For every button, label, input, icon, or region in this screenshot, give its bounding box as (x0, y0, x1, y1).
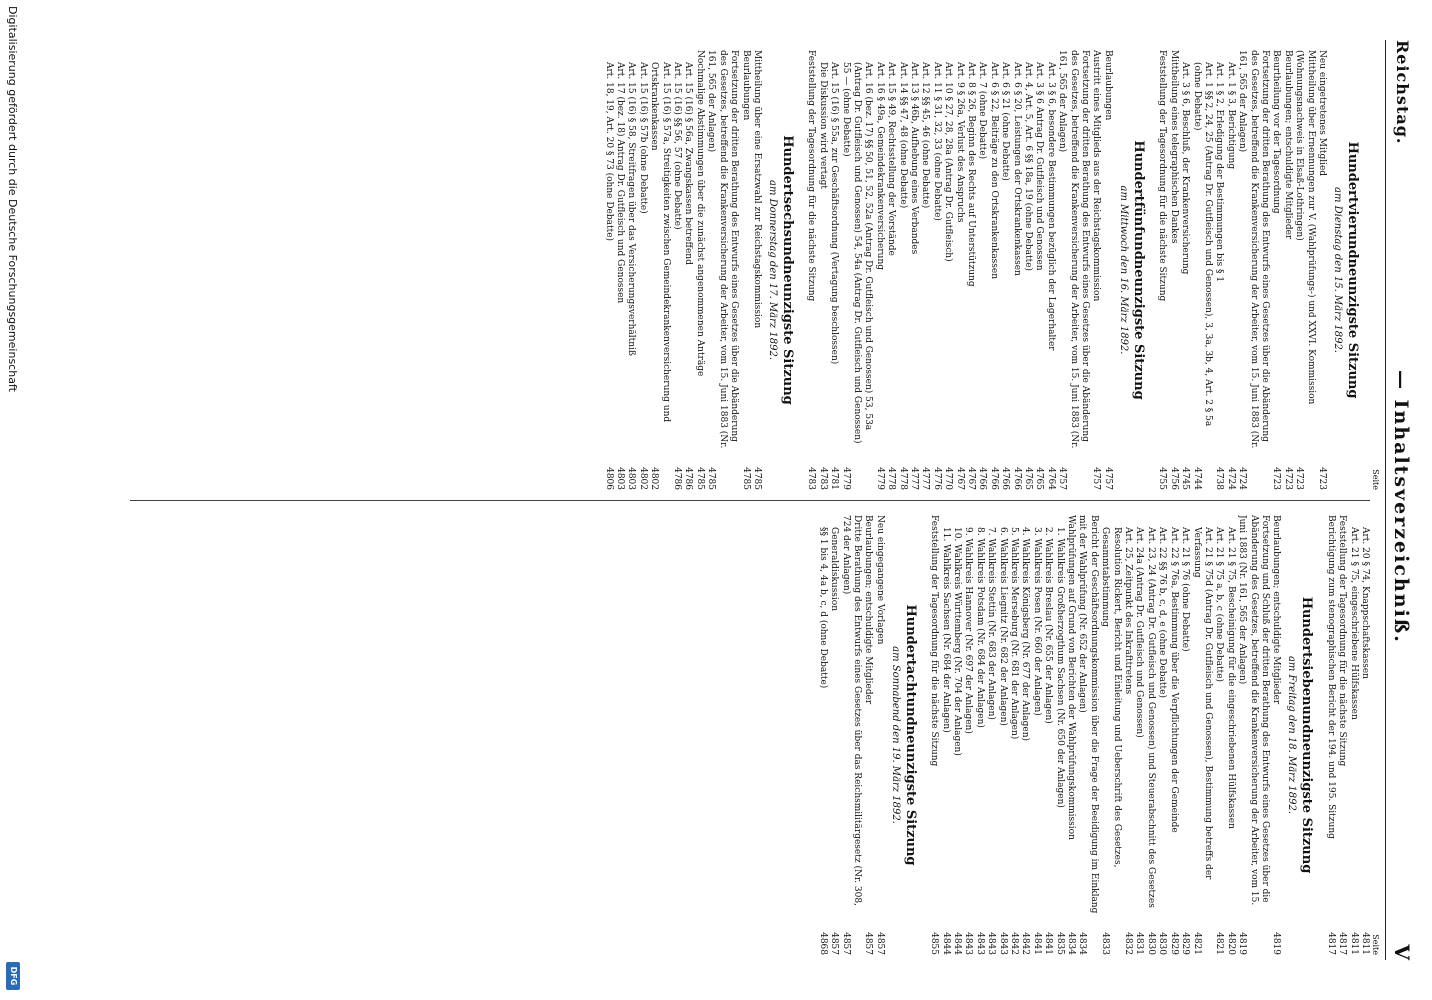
entry-page-number: 4843 (997, 932, 1008, 955)
toc-entry (1167, 515, 1178, 955)
entry-page-number: 4802 (637, 467, 648, 490)
entry-text: Art. 3 § 6, Beschluß, der Krankenversicherung (1180, 62, 1191, 275)
entry-text: Art. 21 § 75 a, b, c (ohne Debatte) (1214, 527, 1225, 683)
entry-text: Art. 9 § 26a, Verlust des Anspruchs (954, 62, 965, 223)
entry-page-number: 4832 (1123, 932, 1134, 955)
entry-text: Art. 7 (ohne Debatte) (977, 62, 988, 160)
entry-text: Art. 20 § 74, Knappschaftskassen (1360, 527, 1370, 679)
entry-text: 7. Wahlkreis Stettin (Nr. 683 der Anlagen) (986, 527, 997, 720)
entry-text: §§ 1 bis 4, 4a b, c, d (ohne Debatte) (817, 527, 828, 689)
toc-entry (1133, 515, 1144, 955)
toc-entry (1056, 50, 1090, 490)
toc-entry (1270, 50, 1281, 490)
toc-entry (962, 515, 973, 955)
entry-page-number: 4803 (615, 467, 626, 490)
entry-page-number: 4830 (1145, 932, 1156, 955)
entry-text: Art. 1 §§ 2, 24, 25 (Antrag Dr. Gutfleisch und Genossen), 3, 3a, 3b, 4, Art. 2 § 5a (ohne Debatte) (1191, 62, 1213, 427)
header-title: — Inhaltsverzeichniß. (1390, 370, 1412, 644)
entry-text: 5. Wahlkreis Merseburg (Nr. 681 der Anlagen) (1009, 527, 1020, 740)
toc-entry (939, 515, 950, 955)
entry-page-number: 4868 (817, 932, 828, 955)
toc-entry (1044, 50, 1055, 490)
entry-text: Art. 22 §§ 76 b, c, d, e (ohne Debatte) (1157, 527, 1168, 698)
entry-page-number: 4770 (943, 467, 954, 490)
entry-page-number: 4766 (1011, 467, 1022, 490)
toc-entry (682, 50, 693, 490)
entry-text: Art. 6 § 20, Leistungen der Ortskrankenkassen (1011, 62, 1022, 276)
entry-page-number: 4834 (1066, 932, 1077, 955)
toc-entry (1145, 515, 1156, 955)
toc-entry (828, 515, 839, 955)
entry-text: Feststellung der Tagesordnung für die nächste Sitzung (929, 515, 940, 767)
entry-page-number: 4723 (1282, 467, 1293, 490)
entry-page-number: 4843 (963, 932, 974, 955)
entry-page-number: 4783 (806, 467, 817, 490)
entry-text: Art. 18, 19, Art. 20 § 73 (ohne Debatte) (603, 62, 614, 242)
entry-page-number: 4821 (1191, 932, 1202, 955)
session-date: am Freitag den 18. März 1892. (1286, 655, 1298, 815)
entry-text: Wahlprüfungen auf Grund von Berichten der Wahlprüfungskommission (1066, 515, 1077, 840)
entry-text: Feststellung der Tagesordnung für die nächste Sitzung (1157, 50, 1168, 302)
entry-text: Art. 15 (16) § 57a, Streitigkeiten zwischen Gemeindekrankenversicherung und Ortskrankenkassen (649, 62, 671, 423)
toc-entry (1324, 515, 1335, 955)
entry-page-number: 4857 (863, 932, 874, 955)
entry-page-number: 4806 (603, 467, 614, 490)
entry-page-number: 4778 (886, 467, 897, 490)
entry-text: Art. 25, Zeitpunkt des Inkrafttretens (1123, 527, 1134, 695)
toc-entry (873, 50, 884, 490)
toc-entry (1190, 515, 1213, 955)
page-number: V (1390, 944, 1414, 960)
entry-text: Art. 3 § 6, besondere Bestimmungen bezüglich der Lagerhalter (1045, 62, 1056, 351)
toc-entry (996, 515, 1007, 955)
toc-entry (1033, 50, 1044, 490)
entry-page-number: 4723 (1271, 467, 1282, 490)
entry-page-number: 4766 (988, 467, 999, 490)
entry-page-number: 4821 (1214, 932, 1225, 955)
toc-entry (953, 50, 964, 490)
toc-entry (1336, 515, 1347, 955)
toc-entry (1224, 515, 1235, 955)
entry-page-number: 4785 (740, 467, 751, 490)
toc-entry (873, 515, 884, 955)
entry-text: Art. 1 § 3, Berichtigung (1225, 62, 1236, 170)
entry-text: Art. 16 (bez. 17) §§ 50, 51, 52, 52a (Antrag Dr. Gutfleisch und Genossen) 53, 53a (Antrag Dr. Gutfleisch und Genossen) 54, 54a (Antrag Dr. Gutfleisch und Genossen) 55 — (ohne Debatte) (840, 62, 874, 444)
entry-page-number: 4765 (1034, 467, 1045, 490)
toc-entry (625, 50, 636, 490)
toc-entry (987, 50, 998, 490)
entry-text: Art. 21 § 75, eingeschriebene Hülfskassen (1348, 527, 1359, 720)
toc-entry (908, 50, 919, 490)
entry-page-number: 4781 (829, 467, 840, 490)
toc-entry (1019, 515, 1030, 955)
entry-text: Feststellung der Tagesordnung für die nächste Sitzung (1337, 515, 1348, 767)
entry-page-number: 4767 (954, 467, 965, 490)
session-date: am Donnerstag den 17. März 1892. (766, 179, 778, 360)
entry-page-number: 4779 (840, 467, 851, 490)
entry-page-number: 4819 (1237, 932, 1248, 955)
entry-text: Feststellung der Tagesordnung für die nächste Sitzung (806, 50, 817, 302)
toc-entry (1122, 515, 1133, 955)
entry-text: Mittheilung eines telegraphischen Dankes (1168, 50, 1179, 244)
toc-entry (885, 50, 896, 490)
left-column (602, 50, 1380, 490)
toc-entry (671, 50, 682, 490)
toc-entry (705, 50, 739, 490)
entry-page-number: 4757 (1102, 467, 1113, 490)
toc-entry (1042, 515, 1053, 955)
entry-page-number: 4786 (683, 467, 694, 490)
entry-text: 11. Wahlkreis Sachsen (Nr. 684 der Anlagen) (940, 527, 951, 733)
toc-entry (1213, 50, 1224, 490)
toc-entry (999, 50, 1010, 490)
toc-entry (1236, 50, 1270, 490)
seite-label: Seite (1371, 934, 1380, 955)
entry-page-number: 4777 (920, 467, 931, 490)
session-section (816, 515, 917, 955)
session-title: Hundertsiebenundneunzigste Sitzung (1299, 596, 1315, 874)
session-date: am Mittwoch den 16. März 1892. (1117, 185, 1129, 355)
entry-text: Die Diskussion wird vertagt (817, 62, 828, 190)
toc-entry (1293, 50, 1316, 490)
entry-text: 8. Wahlkreis Potsdam (Nr. 684 der Anlagen) (974, 527, 985, 728)
toc-entry (1156, 50, 1167, 490)
entry-page-number: 4778 (897, 467, 908, 490)
entry-text: Fortsetzung der dritten Berathung des Entwurfs eines Gesetzes über die Abänderung des Gesetzes, betreffend die Krankenversicherung der Arbeiter, vom 15. Juni 1883 (Nr. 161, 565 der Anlagen) (706, 50, 740, 449)
entry-text: 3. Wahlkreis Posen (Nr. 660 der Anlagen) (1031, 527, 1042, 716)
entry-page-number: 4779 (874, 467, 885, 490)
session-section (928, 515, 1315, 955)
entry-text: Neu eingetretenes Mitglied (1317, 50, 1327, 177)
entry-text: Art. 14 §§ 47, 48 (ohne Debatte) (897, 62, 908, 209)
toc-entry (1347, 515, 1358, 955)
entry-text: Art. 1 § 2, Erledigung der Bestimmungen bis § 1 (1214, 62, 1225, 283)
toc-entry (839, 50, 873, 490)
toc-entry (1167, 50, 1178, 490)
toc-entry (862, 515, 873, 955)
session-date: am Sonnabend den 19. März 1892. (889, 646, 901, 824)
toc-entry (1236, 515, 1270, 955)
entry-page-number: 4744 (1191, 467, 1202, 490)
entry-page-number: 4783 (817, 467, 828, 490)
right-column (816, 515, 1380, 955)
entry-text: Art. 6 § 22, Beiträge zu den Ortskrankenkassen (988, 62, 999, 280)
toc-entry (928, 515, 939, 955)
session-title: Hundertsechsundneunzigste Sitzung (779, 135, 795, 405)
toc-entry (739, 50, 750, 490)
entry-page-number: 4841 (1043, 932, 1054, 955)
toc-entry (1102, 50, 1113, 490)
entry-page-number: 4844 (952, 932, 962, 955)
entry-text: Art. 11 § 31, 32, 33 (ohne Debatte) (931, 62, 942, 221)
entry-text: Art. 3 § 6 Antrag Dr. Gutfleisch und Genossen (1034, 62, 1045, 271)
entry-page-number: 4855 (929, 932, 940, 955)
toc-entry (694, 50, 705, 490)
entry-text: 6. Wahlkreis Liegnitz (Nr. 682 der Anlagen) (997, 527, 1008, 726)
entry-page-number: 4817 (1325, 932, 1336, 955)
continued-entries (1324, 515, 1370, 955)
toc-entry (942, 50, 953, 490)
toc-entry (839, 515, 862, 955)
toc-entry (1065, 515, 1076, 955)
entry-text: Beurtheilung vor der Tagesordnung (1271, 50, 1282, 214)
toc-entry (1179, 50, 1190, 490)
toc-entry (1270, 515, 1281, 955)
entry-text: Dritte Berathung des Entwurfs eines Gesetzes über das Reichsmilitärgesetz (Nr. 308, 724 der Anlagen) (840, 515, 862, 906)
entry-page-number: 4829 (1168, 932, 1179, 955)
entry-text: 10. Wahlkreis Württemberg (Nr. 704 der Anlagen) (952, 527, 962, 756)
toc-entry (1156, 515, 1167, 955)
entry-page-number: 4842 (1020, 932, 1031, 955)
entry-text: Art. 15 (16) §§ 56, 57 (ohne Debatte) (672, 62, 683, 230)
entry-text: Art. 24a (Antrag Dr. Gutfleisch und Genossen) (1134, 527, 1145, 738)
entry-text: 1. Wahlkreis Großherzogthum Sachsen (Nr. 650 der Anlagen) (1054, 527, 1065, 808)
entry-text: Mittheilung über eine Ersatzwahl zur Reichstagskommission (751, 50, 762, 329)
entry-text: Austritt eines Mitglieds aus der Reichstagskommission (1091, 50, 1102, 302)
entry-page-number: 4803 (626, 467, 637, 490)
entry-page-number: 4766 (977, 467, 988, 490)
entry-text: Resolution Rickert, Bericht und Einleitung und Ueberschrift des Gesetzes, Gesammtabstimmung (1100, 527, 1122, 868)
entry-text: Fortsetzung der dritten Berathung des Entwurfs eines Gesetzes über die Abänderung des Gesetzes, betreffend die Krankenversicherung der Arbeiter, vom 15. Juni 1883 (Nr. 161, 565 der Anlagen) (1057, 50, 1091, 449)
entry-text: 4. Wahlkreis Königsberg (Nr. 677 der Anlagen) (1020, 527, 1031, 742)
toc-entry (951, 515, 962, 955)
toc-entry (1090, 50, 1101, 490)
entry-page-number: 4756 (1168, 467, 1179, 490)
toc-entry (1008, 515, 1019, 955)
entry-text: Art. 15 (16) § 56a, Zwangskassen betreffend (683, 62, 694, 265)
entry-text: Beurlaubungen (740, 50, 751, 121)
entry-text: 9. Wahlkreis Hannover (Nr. 697 der Anlagen) (963, 527, 974, 734)
session-date: am Dienstag den 15. März 1892. (1332, 187, 1343, 353)
entry-text: Beurlaubungen (1102, 50, 1113, 121)
toc-entry (1179, 515, 1190, 955)
entry-page-number: 4723 (1317, 467, 1327, 490)
entry-page-number: 4785 (706, 467, 717, 490)
session-section (602, 50, 795, 490)
entry-text: Art. 8 § 26, Beginn des Rechts auf Unterstützung (966, 62, 977, 287)
entry-page-number: 4738 (1214, 467, 1225, 490)
toc-entry (805, 50, 816, 490)
toc-entry (1010, 50, 1021, 490)
entry-page-number: 4843 (986, 932, 997, 955)
entry-page-number: 4833 (1100, 932, 1111, 955)
entry-page-number: 4842 (1009, 932, 1020, 955)
entry-text: Art. 15 (16) § 55a, zur Geschäftsordnung (Vertagung beschlossen) (829, 62, 840, 365)
entry-page-number: 4819 (1271, 932, 1282, 955)
toc-entry (896, 50, 907, 490)
entry-page-number: 4765 (1023, 467, 1034, 490)
toc-entry (1076, 515, 1099, 955)
entry-page-number: 4835 (1054, 932, 1065, 955)
entry-text: Fortsetzung und Schluß der dritten Berathung des Entwurfs eines Gesetzes über die Abänderung des Gesetzes, betreffend die Krankenversicherung der Arbeiter, vom 15. Juni 1883 (Nr. 161, 565 der Anlagen) (1237, 515, 1270, 906)
entry-page-number: 4843 (974, 932, 985, 955)
toc-entry (1316, 50, 1327, 490)
entry-page-number: 4745 (1180, 467, 1191, 490)
entry-text: Art. 21 § 76 (ohne Debatte) (1180, 527, 1191, 652)
entry-page-number: 4785 (751, 467, 762, 490)
entry-page-number: 4834 (1077, 932, 1088, 955)
toc-entry (965, 50, 976, 490)
entry-text: Art. 16 § 49a, Gemeindekrankenversicherung (874, 62, 885, 271)
entry-text: Mittheilung über Ernennungen zur V. (Wahlprüfungs-) und XXVI. Kommission (Wohnungsnachweis in Elsaß-Lothringen) (1294, 50, 1316, 405)
toc-entry (973, 515, 984, 955)
entry-page-number: 4844 (940, 932, 951, 955)
toc-entry (636, 50, 647, 490)
entry-page-number: 4767 (966, 467, 977, 490)
toc-entry (1224, 50, 1235, 490)
header-left: Reichstag. (1393, 40, 1412, 145)
toc-entry (1213, 515, 1224, 955)
toc-entry (1053, 515, 1064, 955)
entry-page-number: 4724 (1237, 467, 1248, 490)
entry-page-number: 4786 (672, 467, 683, 490)
entry-page-number: 4757 (1057, 467, 1068, 490)
session-title: Hundertfünfundneunzigste Sitzung (1130, 140, 1146, 400)
entry-page-number: 4755 (1157, 467, 1168, 490)
entry-page-number: 4829 (1180, 932, 1191, 955)
entry-page-number: 4766 (1000, 467, 1011, 490)
entry-page-number: 4811 (1348, 932, 1359, 955)
column-divider (130, 500, 1370, 501)
entry-text: Neu eingegangene Vorlagen (874, 515, 885, 645)
toc-entry (648, 50, 671, 490)
entry-page-number: 4777 (909, 467, 919, 490)
toc-entry (1030, 515, 1041, 955)
entry-page-number: 4841 (1031, 932, 1042, 955)
entry-page-number: 4830 (1157, 932, 1168, 955)
session-section (1156, 50, 1360, 490)
entry-page-number: 4785 (694, 467, 705, 490)
toc-entry (1281, 50, 1292, 490)
toc-entry (816, 50, 827, 490)
toc-entry (1099, 515, 1122, 955)
entry-page-number: 4724 (1225, 467, 1236, 490)
entry-page-number: 4802 (649, 467, 660, 490)
entry-page-number: 4723 (1294, 467, 1305, 490)
toc-entry (614, 50, 625, 490)
toc-entry (1190, 50, 1213, 490)
entry-page-number: 4831 (1134, 932, 1145, 955)
entry-text: Art. 4, Art. 5, Art. 6 §§ 18a, 19 (ohne Debatte) (1023, 62, 1034, 272)
entry-text: Art. 21 § 75, Bescheinigung für die eingeschriebenen Hülfskassen (1225, 527, 1236, 829)
session-section (805, 50, 1146, 490)
toc-entry (1022, 50, 1033, 490)
entry-text: Art. 10 § 27, 28, 28a (Antrag Dr. Gutfleisch) (943, 62, 954, 262)
entry-text: Art. 15 § 49, Rechtsstellung der Vorstände (886, 62, 897, 256)
entry-text: Art. 15 (16) § 57b (ohne Debatte) (637, 62, 648, 214)
entry-text: Beurlaubungen; entschuldigte Mitglieder (1271, 515, 1282, 705)
page-header (1385, 40, 1416, 960)
toc-entry (930, 50, 941, 490)
entry-page-number: 4757 (1091, 467, 1102, 490)
entry-text: Art. 17 (bez. 18) Antrag Dr. Gutfleisch und Genossen (615, 62, 626, 304)
footer-text: Digitalisierung gefördert durch die Deutsche Forschungsgemeinschaft (6, 6, 19, 392)
toc-entry (751, 50, 762, 490)
session-title: Hundertvierundneunzigste Sitzung (1345, 141, 1360, 399)
entry-text: Art. 13 § 46b, Aufhebung eines Verbandes (909, 62, 919, 255)
toc-entry (1359, 515, 1370, 955)
entry-page-number: 4857 (874, 932, 885, 955)
entry-page-number: 4811 (1360, 932, 1370, 955)
toc-entry (985, 515, 996, 955)
entry-page-number: 4857 (829, 932, 840, 955)
seite-label: Seite (1371, 469, 1380, 490)
entry-text: Beurlaubungen; entschuldigte Mitglieder (1282, 50, 1293, 240)
entry-page-number: 4817 (1337, 932, 1348, 955)
entry-text: Art. 15 (16) § 58, Streitfragen über das Versicherungsverhältniß (626, 62, 637, 356)
toc-entry (919, 50, 930, 490)
entry-text: Art. 21 § 75d (Antrag Dr. Gutfleisch und Genossen), Bestimmung betreffs der Verfassung (1191, 527, 1213, 880)
dfg-logo: DFG (6, 962, 20, 990)
entry-page-number: 4857 (840, 932, 851, 955)
entry-text: Bericht der Geschäftsordnungskommission über die Frage der Beeidigung im Einklang mit der Wahlprüfung (Nr. 652 der Anlagen) (1077, 515, 1099, 914)
entry-text: Berichtigung zum stenographischen Bericht der 194. und 195. Sitzung (1325, 515, 1336, 839)
entry-text: Art. 23, 24 (Antrag Dr. Gutfleisch und Genossen) und Steuerabschnitt des Gesetzes (1145, 527, 1156, 908)
entry-page-number: 4776 (931, 467, 942, 490)
footer (0, 0, 24, 1000)
toc-entry (816, 515, 827, 955)
entry-text: Generaldiskussion (829, 527, 840, 612)
toc-entry (976, 50, 987, 490)
session-title: Hundertachtundneunzigste Sitzung (902, 604, 918, 866)
entry-text: 2. Wahlkreis Breslau (Nr. 655 der Anlagen) (1043, 527, 1054, 724)
toc-entry (828, 50, 839, 490)
entry-text: Art. 6 § 21 (ohne Debatte) (1000, 62, 1011, 181)
entry-text: Art. 22 § 76a, Bestimmung über die Verpflichtungen der Gemeinde (1168, 527, 1179, 833)
entry-text: Art. 12 §§ 45, 46 (ohne Debatte) (920, 62, 931, 209)
entry-text: Nochmalige Abstimmungen über die zunächst angenommenen Anträge (694, 50, 705, 377)
entry-page-number: 4764 (1045, 467, 1056, 490)
entry-page-number: 4820 (1225, 932, 1236, 955)
entry-text: Beurlaubungen; entschuldigte Mitglieder (863, 515, 874, 705)
entry-text: Fortsetzung der dritten Berathung des Entwurfs eines Gesetzes über die Abänderung des Gesetzes, betreffend die Krankenversicherung der Arbeiter, vom 15. Juni 1883 (Nr. 161, 565 der Anlagen) (1237, 50, 1270, 449)
toc-entry (602, 50, 613, 490)
